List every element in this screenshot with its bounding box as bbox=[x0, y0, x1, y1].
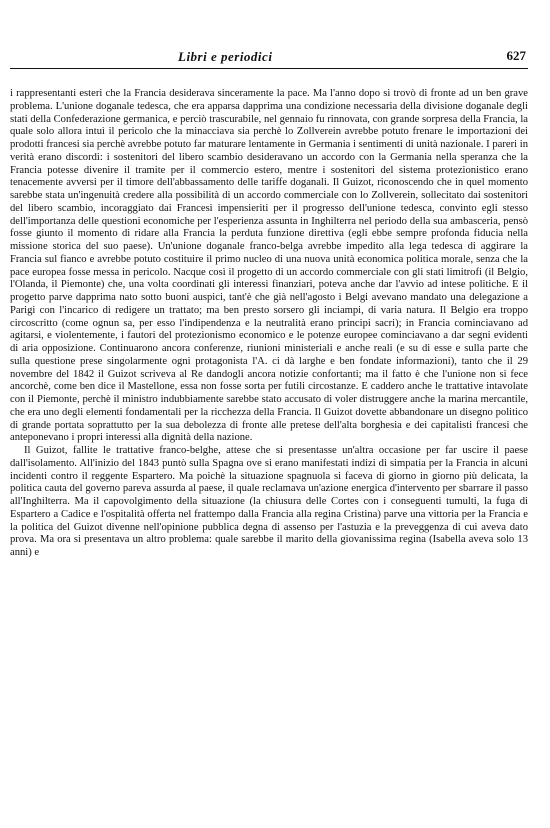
running-header bbox=[10, 48, 528, 69]
paragraph-1: i rappresentanti esteri che la Francia desiderava sinceramente la pace. Ma l'anno dopo si trovò di fronte ad un ben grave problema. L'unione doganale tedesca, che era apparsa dapprima una condizione necessaria della divisione doganale degli stati della Confederazione germanica, e perciò trascurabile, nel gennaio fu rinnovata, con grande sorpresa della Francia, la quale solo allora intuì il pericolo che la minacciava sia perchè lo Zollverein avrebbe potuto frenare le importazioni dei prodotti francesi sia perchè avrebbe potuto far maturare lentamente in Germania i sentimenti di unità nazionale. I pareri in verità erano discordi: i sostenitori del libero scambio desideravano un accordo con la Germania nella speranza che la Francia potesse divenire il tramite per il commercio estero, mentre i sostenitori del sistema protezionistico erano tenacemente avversi per il timore dell'abbassamento delle tariffe doganali. Il Guizot, riconoscendo che in quel momento sarebbe stata un'ingenuità credere alla possibilità di un accordo commerciale con lo Zollverein, sollecitato dai sostenitori del libero scambio, incoraggiato dai Francesi impensieriti per il progresso dell'unione tedesca, convinto egli stesso dell'importanza delle questioni economiche per l'esperienza assunta in Inghilterra nel periodo della sua ambasceria, pensò fosse giunto il momento di ridare alla Francia la perduta funzione direttiva (egli ebbe sempre profonda fiducia nella missione storica del suo paese). Un'unione doganale franco-belga avrebbe impedito alla lega tedesca di aggirare la Francia sul fianco e avrebbe potuto costituire il primo nucleo di una nuova unità economica politica morale, senza che la pace europea fosse messa in pericolo. Nacque così il progetto di un accordo commerciale con gli stati limitrofi (il Belgio, l'Olanda, il Piemonte) che, una volta coordinati gli interessi finanziari, poteva anche dar l'avvio ad intese politiche. E il progetto parve dapprima nato sotto buoni auspici, tant'è che già nell'agosto i Belgi avevano mandato una delegazione a Parigi con l'incarico di redigere un trattato; ma ben presto sorsero gli inciampi, di varia natura. Il Belgio era troppo circoscritto (come ognun sa, per esso l'indipendenza e la neutralità erano principi sacri); in Francia cominciavano ad agitarsi, e violentemente, i fautori del protezionismo economico e le potenze europee cominciavano a dar segni evidenti di aria opposizione. Continuarono ancora conferenze, riunioni ministeriali e anche reali (e su di esse e sulla parte che sulla questione prese singolarmente ogni protagonista l'A. ci dà larghe e ben fondate informazioni), tanto che il 29 novembre del 1842 il Guizot scriveva al Re dandogli ancora notizie confortanti; ma il fatto è che l'unione non si fece ancorchè, come ben dice il Mastellone, essa non fosse sorta per futili circostanze. E caddero anche le trattative intavolate con il Piemonte, perchè il ministro indubbiamente sarebbe stato accusato di voler distruggere anche la marina mercantile, che era uno degli elementi fondamentali per la ricchezza della Francia. Il Guizot dovette abbandonare un disegno politico di grande portata soprattutto per la sua debolezza di fronte alle pretese dell'alta borghesia e dei capitalisti francesi che anteponevano i propri interessi alla dignità della nazione. bbox=[10, 88, 528, 444]
body-text bbox=[10, 88, 528, 560]
running-title: Libri e periodici bbox=[178, 49, 273, 64]
paragraph-2: Il Guizot, fallite le trattative franco-belghe, attese che si presentasse un'altra occasione per far uscire il paese dall'isolamento. All'inizio del 1843 puntò sulla Spagna ove si erano manifestati indizi di simpatia per la Francia in alcuni incidenti contro il reggente Espartero. Ma poichè la situazione spagnuola si faceva di giorno in giorno più delicata, la politica cauta del governo pareva assurda al paese, il quale reclamava un'azione energica d'intervento per sbarrare il passo all'Inghilterra. Ma il capovolgimento della situazione (la chiusura delle Cortes con i conseguenti tumulti, la fuga di Espartero a Cadice e l'ospitalità offerta nel frattempo dalla Francia alla regina Cristina) parve una vittoria per la Francia e la politica del Guizot divenne nell'opinione pubblica degna di assenso per l'astuzia e la preveggenza di cui aveva dato prova. Ma ora si presentava un altro problema: quale sarebbe il marito della giovanissima regina (Isabella aveva solo 13 anni) e bbox=[10, 445, 528, 558]
page-number: 627 bbox=[506, 48, 526, 63]
